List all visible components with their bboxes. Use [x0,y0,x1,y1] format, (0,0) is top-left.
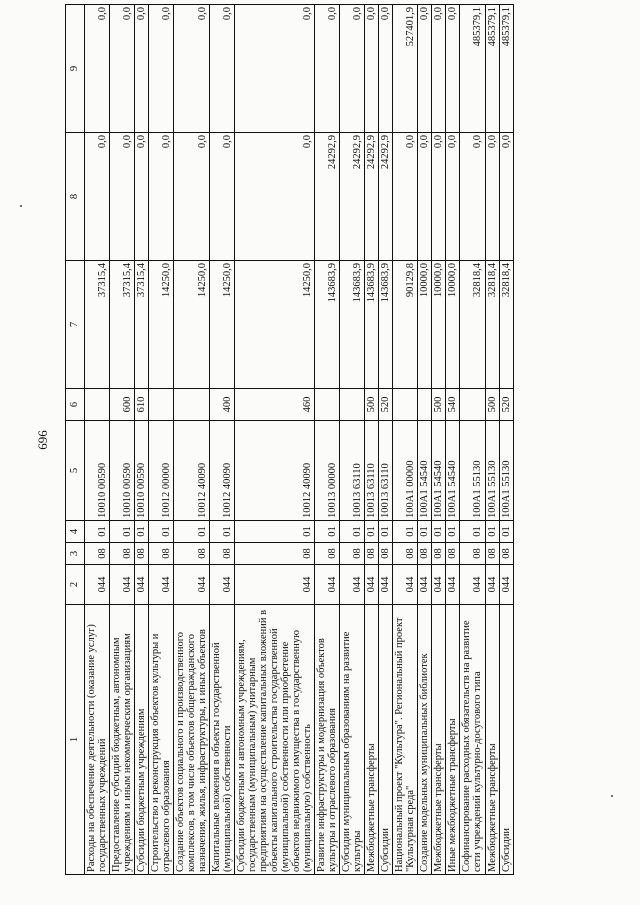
table-row [210,5,235,875]
cell-name: Предоставление субсидий бюджетным, автономным учреждениям и иным некоммерческим организациям [110,605,135,875]
table-row [110,5,135,875]
cell-c5: 100А1 54540 [432,421,446,521]
cell-c2: 044 [174,565,210,605]
cell-c4: 01 [460,521,485,543]
cell-c5: 10012 40090 [235,421,315,521]
cell-c3: 08 [110,543,135,565]
cell-c3: 08 [379,543,393,565]
cell-name: Строительство и реконструкция объектов культуры и отраслевого образования [149,605,174,875]
cell-c8: 0,0 [460,133,485,261]
cell-c4: 01 [210,521,235,543]
table-row [432,5,446,875]
cell-c4: 01 [149,521,174,543]
cell-c4: 01 [315,521,340,543]
cell-c3: 08 [393,543,418,565]
cell-c9: 0,0 [418,5,432,133]
cell-c2: 044 [365,565,379,605]
cell-c5: 10013 63110 [340,421,365,521]
cell-c4: 01 [174,521,210,543]
table-row [135,5,149,875]
cell-c6: 610 [135,389,149,421]
cell-c4: 01 [365,521,379,543]
column-header-2: 2 [66,565,85,605]
cell-c3: 08 [85,543,110,565]
cell-c6 [393,389,418,421]
table-row [379,5,393,875]
cell-c2: 044 [460,565,485,605]
cell-c2: 044 [135,565,149,605]
cell-c7: 143683,9 [340,261,365,389]
cell-name: Создание модельных муниципальных библиотек [418,605,432,875]
cell-name: Софинансирование расходных обязательств на развитие сети учреждений культурно-досугового типа [460,605,485,875]
cell-c9: 485379,1 [485,5,499,133]
column-header-1: 1 [66,605,85,875]
cell-c9: 527401,9 [393,5,418,133]
table-row [315,5,340,875]
cell-c7: 37315,4 [135,261,149,389]
cell-c4: 01 [379,521,393,543]
cell-c6: 600 [110,389,135,421]
cell-c9: 0,0 [85,5,110,133]
page-number: 696 [35,430,50,450]
cell-c5: 100А1 55130 [460,421,485,521]
cell-name: Национальный проект "Культура". Региональный проект "Культурная среда" [393,605,418,875]
cell-c2: 044 [499,565,513,605]
cell-c6 [85,389,110,421]
cell-c5: 10013 63110 [365,421,379,521]
table-row [499,5,513,875]
cell-c4: 01 [418,521,432,543]
column-header-7: 7 [66,261,85,389]
cell-name: Иные межбюджетные трансферты [446,605,460,875]
cell-c5: 10010 00590 [110,421,135,521]
cell-c6: 520 [499,389,513,421]
cell-c8: 0,0 [499,133,513,261]
cell-c9: 0,0 [365,5,379,133]
cell-c7: 14250,0 [149,261,174,389]
cell-c6: 400 [210,389,235,421]
budget-table [65,4,514,875]
cell-c7: 32818,4 [499,261,513,389]
scan-speck [611,795,613,797]
cell-c6 [340,389,365,421]
cell-c2: 044 [110,565,135,605]
cell-c5: 100А1 55130 [499,421,513,521]
cell-c3: 08 [432,543,446,565]
cell-c8: 0,0 [235,133,315,261]
cell-c8: 0,0 [432,133,446,261]
cell-c9: 0,0 [315,5,340,133]
column-header-3: 3 [66,543,85,565]
cell-c8: 0,0 [135,133,149,261]
cell-c7: 90129,8 [393,261,418,389]
cell-c8: 24292,9 [365,133,379,261]
cell-c6: 500 [485,389,499,421]
cell-c9: 0,0 [174,5,210,133]
cell-c7: 37315,4 [85,261,110,389]
cell-c4: 01 [340,521,365,543]
table-row [174,5,210,875]
cell-c3: 08 [149,543,174,565]
cell-c3: 08 [135,543,149,565]
cell-name: Субсидии бюджетным учреждениям [135,605,149,875]
cell-c4: 01 [235,521,315,543]
cell-c2: 044 [432,565,446,605]
cell-c4: 01 [85,521,110,543]
table-row [365,5,379,875]
cell-c6: 520 [379,389,393,421]
cell-c2: 044 [485,565,499,605]
cell-c2: 044 [149,565,174,605]
cell-c7: 143683,9 [379,261,393,389]
rotated-content [35,5,640,875]
cell-c9: 485379,1 [499,5,513,133]
cell-name: Создание объектов социального и производственного комплексов, в том числе объектов общегражданского назначения, жилья, инфраструктуры, и иных объектов [174,605,210,875]
cell-name: Развитие инфраструктуры и модернизация объектов культуры и отраслевого образования [315,605,340,875]
cell-c5: 10012 40090 [210,421,235,521]
cell-c2: 044 [235,565,315,605]
cell-c4: 01 [485,521,499,543]
cell-name: Субсидии [379,605,393,875]
cell-c7: 143683,9 [365,261,379,389]
cell-c5: 10012 40090 [174,421,210,521]
cell-c5: 100А1 54540 [446,421,460,521]
table-row [446,5,460,875]
cell-c7: 10000,0 [432,261,446,389]
cell-name: Субсидии [499,605,513,875]
cell-c3: 08 [365,543,379,565]
cell-c9: 485379,1 [460,5,485,133]
cell-c7: 14250,0 [235,261,315,389]
cell-c8: 0,0 [210,133,235,261]
cell-c9: 0,0 [235,5,315,133]
cell-c2: 044 [85,565,110,605]
cell-c7: 37315,4 [110,261,135,389]
cell-c9: 0,0 [379,5,393,133]
cell-c3: 08 [174,543,210,565]
cell-c6: 460 [235,389,315,421]
cell-c2: 044 [446,565,460,605]
cell-c6 [460,389,485,421]
cell-name: Расходы на обеспечение деятельности (оказание услуг) государственных учреждений [85,605,110,875]
cell-c8: 0,0 [393,133,418,261]
cell-c8: 0,0 [85,133,110,261]
cell-c3: 08 [485,543,499,565]
cell-c9: 0,0 [135,5,149,133]
cell-c6: 540 [446,389,460,421]
cell-c3: 08 [340,543,365,565]
cell-c6: 500 [365,389,379,421]
cell-c8: 0,0 [110,133,135,261]
table-row [340,5,365,875]
cell-c7: 10000,0 [446,261,460,389]
cell-c7: 10000,0 [418,261,432,389]
cell-name: Межбюджетные трансферты [365,605,379,875]
table-body [85,5,514,875]
table-row [460,5,485,875]
cell-c9: 0,0 [446,5,460,133]
cell-c7: 32818,4 [485,261,499,389]
cell-c7: 14250,0 [210,261,235,389]
cell-c3: 08 [446,543,460,565]
cell-c3: 08 [235,543,315,565]
cell-c5: 10010 00590 [135,421,149,521]
column-header-5: 5 [66,421,85,521]
header-row [66,5,85,875]
cell-name: Межбюджетные трансферты [432,605,446,875]
cell-c4: 01 [499,521,513,543]
cell-c3: 08 [418,543,432,565]
cell-c5: 10010 00590 [85,421,110,521]
cell-c4: 01 [135,521,149,543]
cell-c4: 01 [393,521,418,543]
cell-c7: 32818,4 [460,261,485,389]
cell-c5: 10012 00000 [149,421,174,521]
cell-c7: 143683,9 [315,261,340,389]
column-header-4: 4 [66,521,85,543]
cell-c8: 0,0 [174,133,210,261]
cell-c4: 01 [446,521,460,543]
cell-c7: 14250,0 [174,261,210,389]
table-row [85,5,110,875]
scan-speck [20,205,22,207]
cell-c8: 24292,9 [379,133,393,261]
cell-c9: 0,0 [432,5,446,133]
cell-c6 [418,389,432,421]
cell-c8: 0,0 [149,133,174,261]
cell-c3: 08 [460,543,485,565]
cell-c2: 044 [340,565,365,605]
cell-c6: 500 [432,389,446,421]
cell-c4: 01 [110,521,135,543]
column-header-9: 9 [66,5,85,133]
cell-c5: 10013 00000 [315,421,340,521]
column-header-8: 8 [66,133,85,261]
cell-name: Субсидии бюджетным и автономным учреждениям, государственным (муниципальным) унитарным предприятиям на осуществление капитальных вложений в объекты капитального строительства государственной (муниципальной) собственности или приобретение объектов недвижимого имущества в государственную (муниципальную) собственность [235,605,315,875]
cell-c2: 044 [418,565,432,605]
cell-c2: 044 [393,565,418,605]
table-row [235,5,315,875]
cell-c5: 100А1 00000 [393,421,418,521]
cell-c8: 0,0 [446,133,460,261]
cell-c8: 0,0 [485,133,499,261]
cell-c9: 0,0 [210,5,235,133]
cell-c6 [149,389,174,421]
column-header-6: 6 [66,389,85,421]
cell-c8: 24292,9 [340,133,365,261]
cell-c9: 0,0 [340,5,365,133]
cell-c3: 08 [499,543,513,565]
cell-c8: 24292,9 [315,133,340,261]
cell-c3: 08 [210,543,235,565]
cell-c4: 01 [432,521,446,543]
cell-c9: 0,0 [149,5,174,133]
cell-c5: 100А1 55130 [485,421,499,521]
table-row [149,5,174,875]
cell-name: Субсидии муниципальным образованиям на развитие культуры [340,605,365,875]
cell-name: Капитальные вложения в объекты государственной (муниципальной) собственности [210,605,235,875]
cell-c2: 044 [379,565,393,605]
cell-name: Межбюджетные трансферты [485,605,499,875]
cell-c5: 100А1 54540 [418,421,432,521]
cell-c6 [174,389,210,421]
cell-c2: 044 [210,565,235,605]
table-row [418,5,432,875]
cell-c3: 08 [315,543,340,565]
cell-c9: 0,0 [110,5,135,133]
table-row [485,5,499,875]
cell-c8: 0,0 [418,133,432,261]
table-row [393,5,418,875]
cell-c2: 044 [315,565,340,605]
cell-c5: 10013 63110 [379,421,393,521]
cell-c6 [315,389,340,421]
